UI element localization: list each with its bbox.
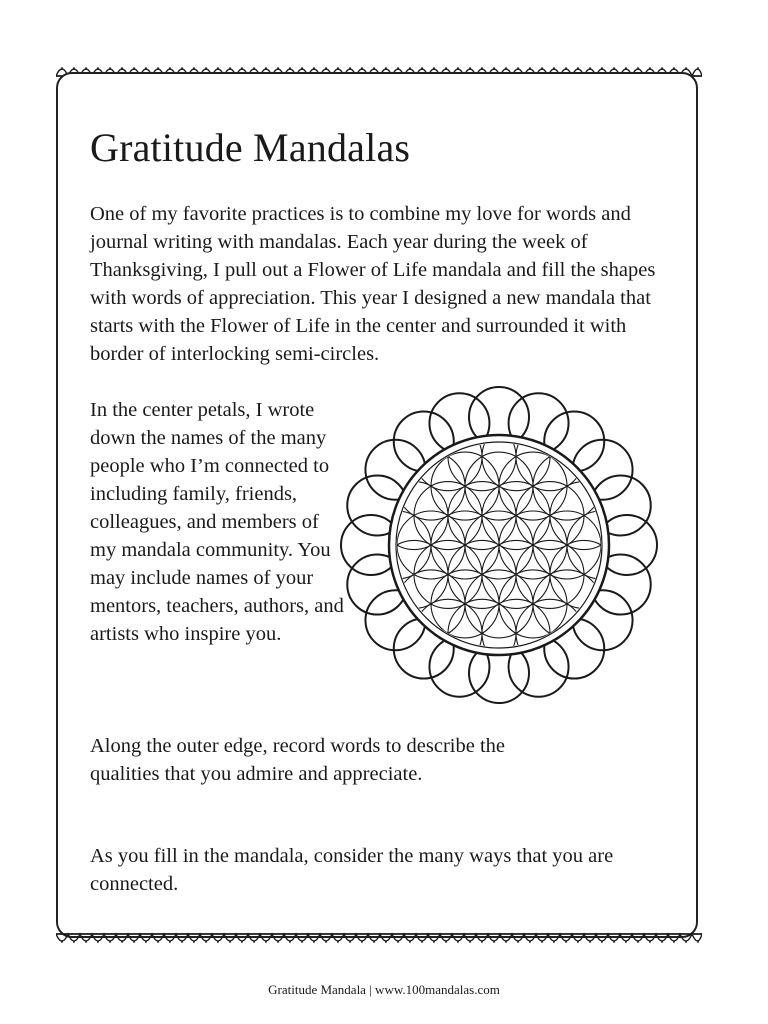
page-title: Gratitude Mandalas — [90, 125, 411, 170]
decorative-scallop-border-bottom — [56, 930, 702, 952]
center-petals-paragraph: In the center petals, I wrote down the names of the many people who I’m connected to including family, friends, colleagues, and members of my mandala community. You may include names of your mentors, teachers, authors, and artists who inspire you. — [90, 399, 344, 645]
closing-paragraph: As you fill in the mandala, consider the many ways that you are connected. — [90, 845, 614, 895]
outer-edge-paragraph: Along the outer edge, record words to describe the qualities that you admire and appreciate. — [90, 735, 505, 785]
page-footer: Gratitude Mandala | www.100mandalas.com — [268, 982, 500, 997]
intro-paragraph: One of my favorite practices is to combine my love for words and journal writing with mandalas. Each year during the week of Thanksgiving, I pull out a Flower of Life mandala and fill the shapes with words of appreciation. This year I designed a new mandala that starts with the Flower of Life in the center and surrounded it with border of interlocking semi-circles. — [90, 203, 656, 365]
flower-of-life-mandala-illustration — [334, 380, 664, 710]
